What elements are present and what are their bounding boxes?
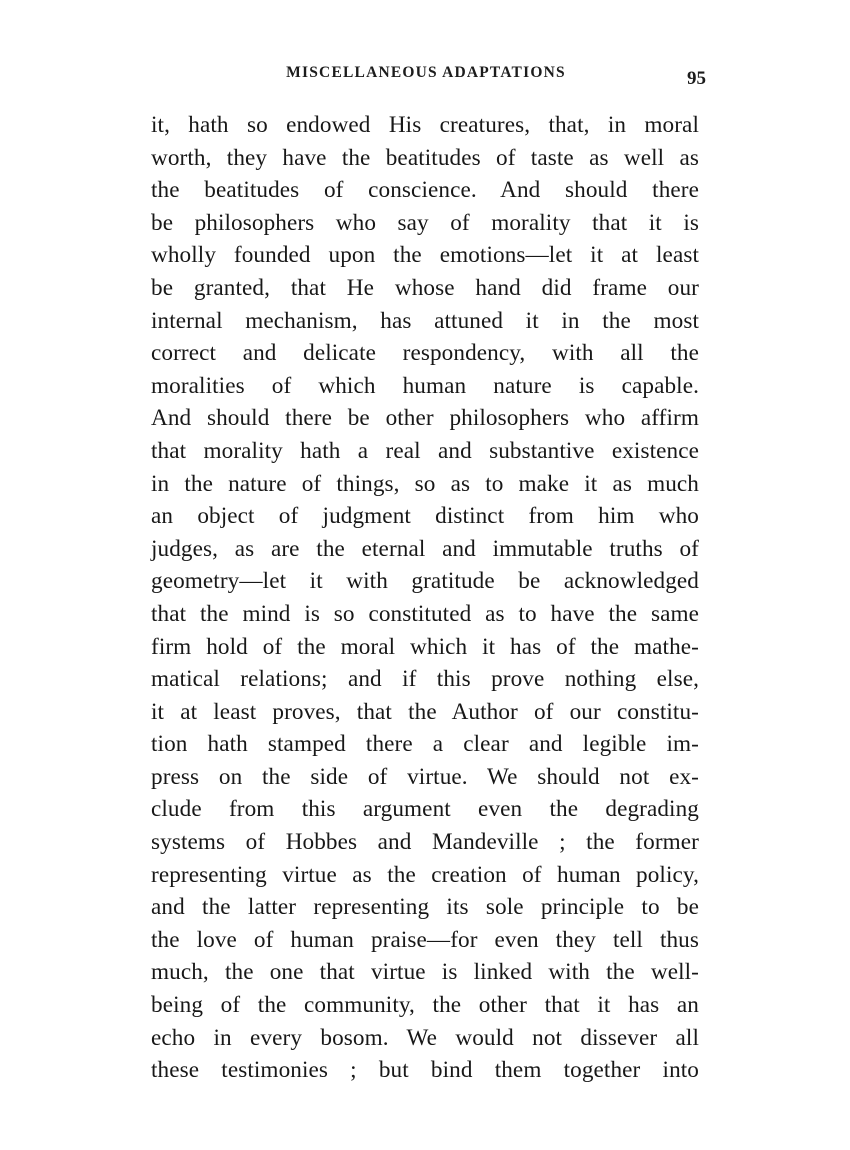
- text-line: tion hath stamped there a clear and legible im-: [151, 731, 699, 758]
- text-line: the love of human praise—for even they tell thus: [151, 926, 699, 953]
- text-line: these testimonies ; but bind them together into: [151, 1057, 699, 1084]
- text-line: wholly founded upon the emotions—let it at least: [151, 242, 699, 269]
- text-line: correct and delicate respondency, with all the: [151, 340, 699, 367]
- text-line: be philosophers who say of morality that it is: [151, 209, 699, 236]
- text-line: worth, they have the beatitudes of taste as well as: [151, 144, 699, 171]
- text-line: press on the side of virtue. We should not ex-: [151, 763, 699, 790]
- text-line: moralities of which human nature is capable.: [151, 372, 699, 399]
- text-line: much, the one that virtue is linked with the well-: [151, 959, 699, 986]
- text-line: internal mechanism, has attuned it in the most: [151, 307, 699, 334]
- text-line: that morality hath a real and substantive existence: [151, 437, 699, 464]
- text-line: it, hath so endowed His creatures, that, in moral: [151, 112, 699, 138]
- text-line: the beatitudes of conscience. And should there: [151, 177, 699, 204]
- text-line: And should there be other philosophers who affirm: [151, 405, 699, 432]
- text-line: systems of Hobbes and Mandeville ; the former: [151, 829, 699, 856]
- text-line: and the latter representing its sole principle to be: [151, 894, 699, 921]
- body-text: [151, 109, 699, 1087]
- text-line: in the nature of things, so as to make it as much: [151, 470, 699, 497]
- text-line: geometry—let it with gratitude be acknowledged: [151, 568, 699, 595]
- text-line: that the mind is so constituted as to have the same: [151, 600, 699, 627]
- text-line: matical relations; and if this prove nothing else,: [151, 666, 699, 693]
- text-line: representing virtue as the creation of human policy,: [151, 861, 699, 888]
- running-title: MISCELLANEOUS ADAPTATIONS: [286, 64, 566, 81]
- page-number: 95: [687, 68, 706, 89]
- text-line: clude from this argument even the degrading: [151, 796, 699, 823]
- text-line: firm hold of the moral which it has of the mathe-: [151, 633, 699, 660]
- text-line: judges, as are the eternal and immutable truths of: [151, 535, 699, 562]
- text-line: be granted, that He whose hand did frame our: [151, 274, 699, 301]
- text-line: echo in every bosom. We would not dissever all: [151, 1024, 699, 1051]
- text-line: being of the community, the other that it has an: [151, 992, 699, 1019]
- running-head: [150, 64, 706, 94]
- text-line: it at least proves, that the Author of our constitu-: [151, 698, 699, 725]
- text-line: an object of judgment distinct from him who: [151, 503, 699, 530]
